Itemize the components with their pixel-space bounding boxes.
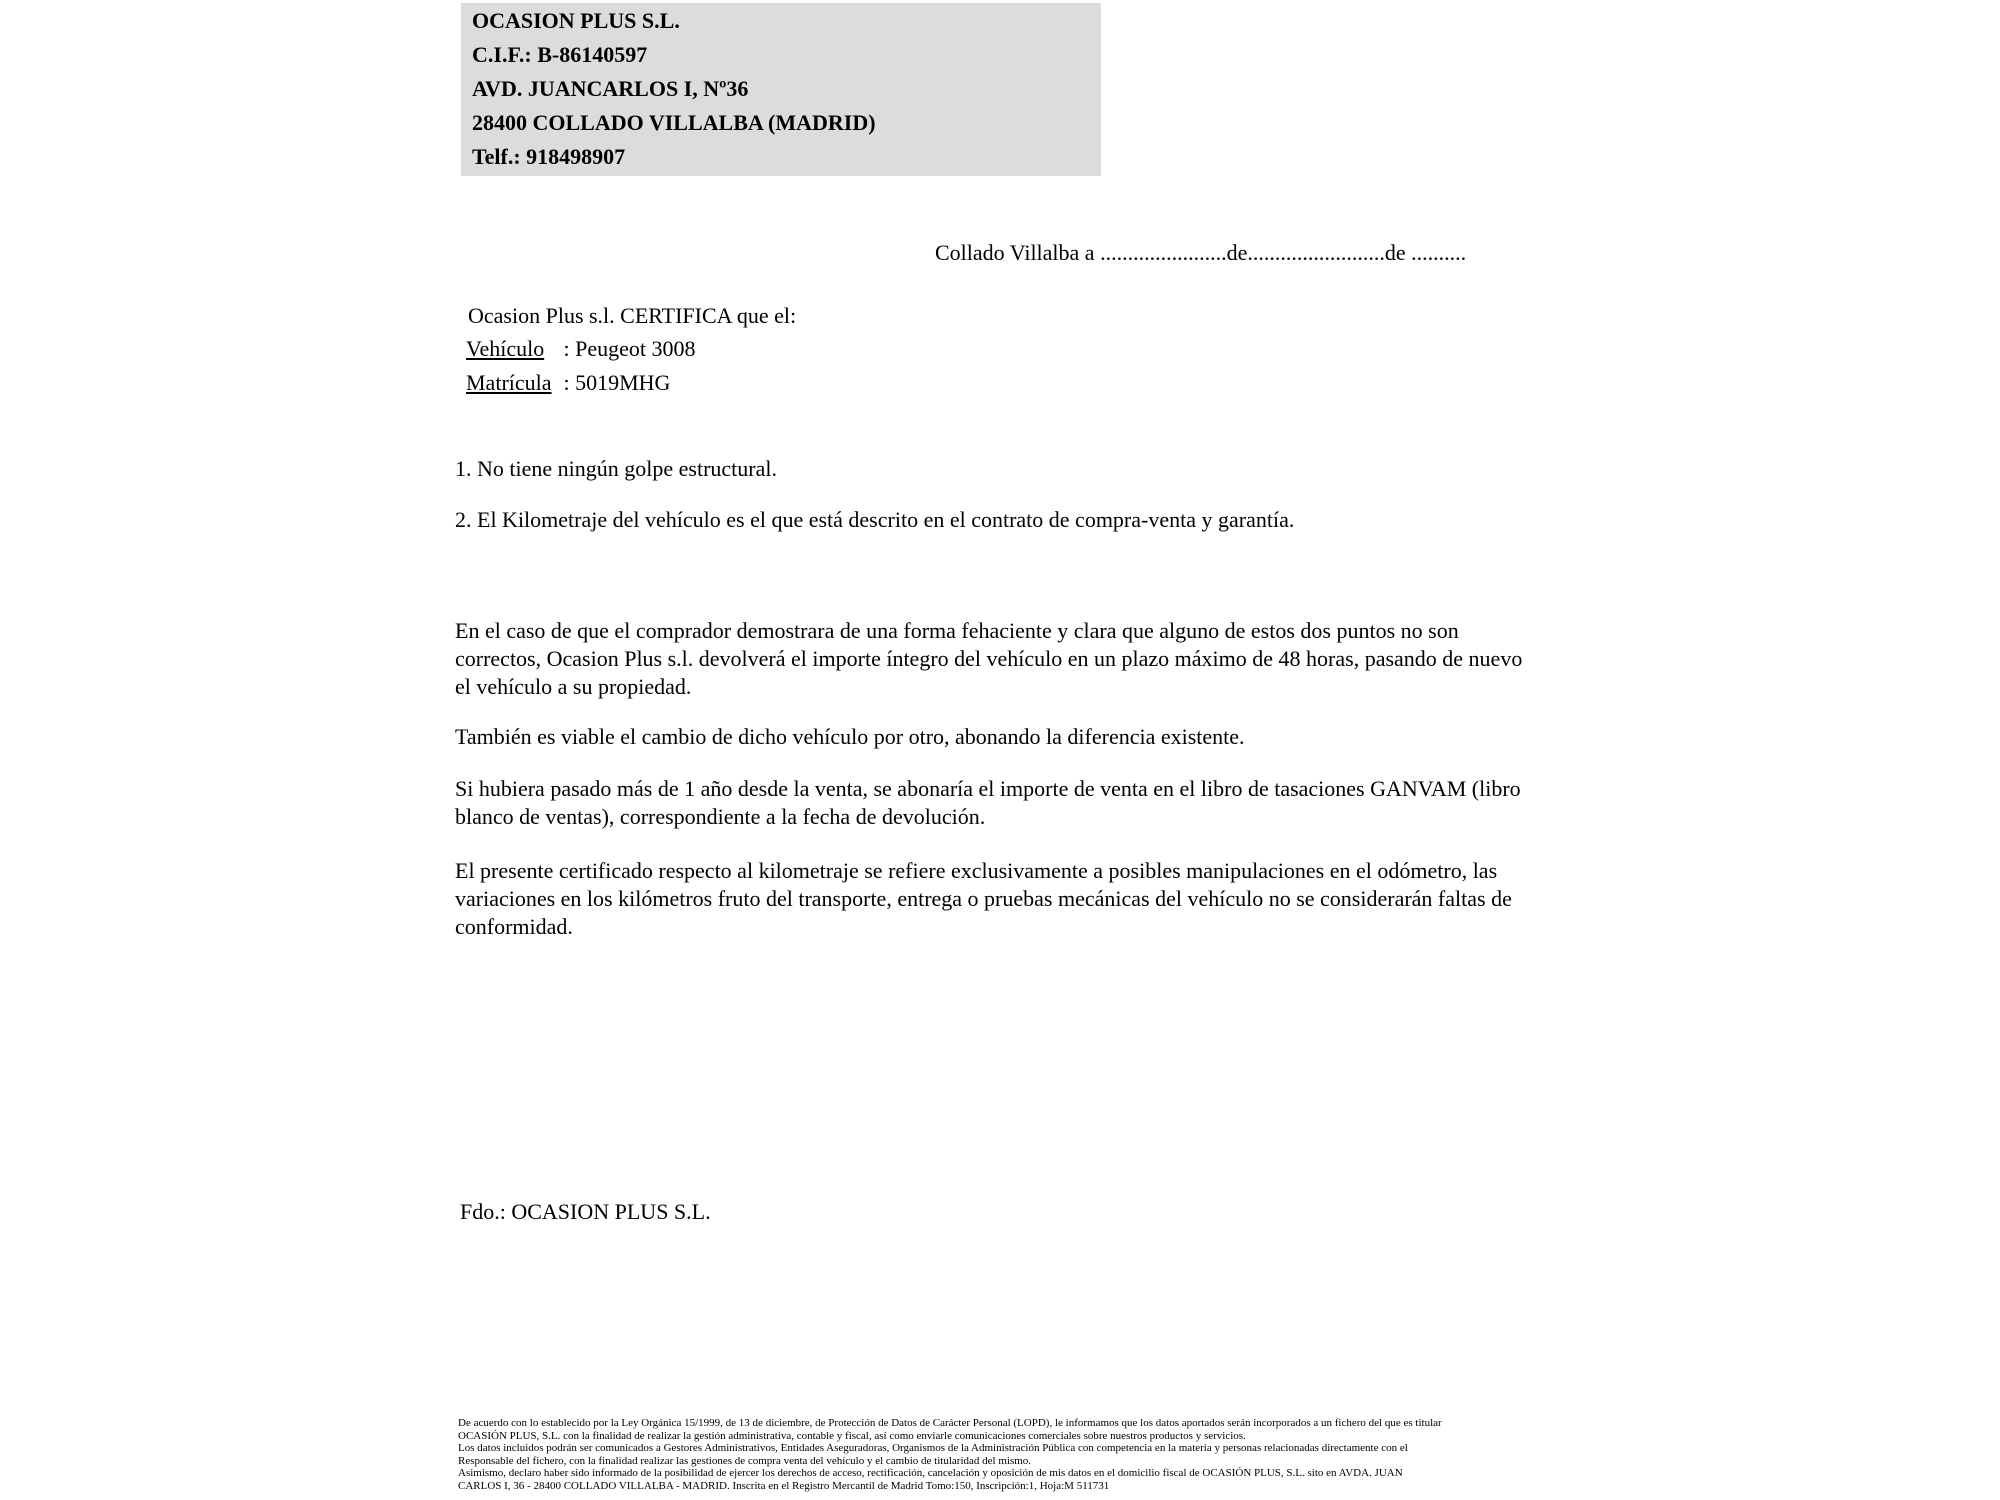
certified-point-1: 1. No tiene ningún golpe estructural. <box>455 456 777 481</box>
plate-value: : 5019MHG <box>563 370 671 395</box>
legal-line-5: Asimismo, declaro haber sido informado de la posibilidad de ejercer los derechos de acceso, rectificación, cancelación y oposición de mis datos en el domicilio fiscal de OCASIÓN PLUS, S.L. sito en AVDA. JUAN <box>458 1467 1403 1480</box>
company-phone: Telf.: 918498907 <box>472 144 626 169</box>
legal-line-1: De acuerdo con lo establecido por la Ley Orgánica 15/1999, de 13 de diciembre, de Protección de Datos de Carácter Personal (LOPD), le informamos que los datos aportados serán incorporados a un fichero del que es titular <box>458 1417 1442 1429</box>
signature-line: Fdo.: OCASION PLUS S.L. <box>460 1199 711 1224</box>
company-header-box <box>461 3 1101 176</box>
paragraph-refund-clause: En el caso de que el comprador demostrara de una forma fehaciente y clara que alguno de estos dos puntos no son correctos, Ocasion Plus s.l. devolverá el importe íntegro del vehículo en un plazo máximo de 48 horas, pasando de nuevo el vehículo a su propiedad. <box>455 618 1523 699</box>
certify-intro: Ocasion Plus s.l. CERTIFICA que el: <box>468 303 797 328</box>
plate-field-row <box>466 370 670 396</box>
paragraph-ganvam-clause: Si hubiera pasado más de 1 año desde la venta, se abonaría el importe de venta en el libro de tasaciones GANVAM (libro blanco de ventas), correspondiente a la fecha de devolución. <box>455 776 1521 829</box>
date-fill-in-line: Collado Villalba a .......................de.........................de .......... <box>935 240 1467 265</box>
legal-line-6: CARLOS I, 36 - 28400 COLLADO VILLALBA - MADRID. Inscrita en el Registro Mercantil de Madrid Tomo:150, Inscripción:1, Hoja:M 511731 <box>458 1479 1110 1492</box>
vehicle-field-row <box>466 336 696 362</box>
legal-footer <box>458 1417 1550 1493</box>
company-address: AVD. JUANCARLOS I, Nº36 <box>472 76 749 101</box>
certified-point-2: 2. El Kilometraje del vehículo es el que está descrito en el contrato de compra-venta y garantía. <box>455 507 1295 532</box>
paragraph-exchange-clause: También es viable el cambio de dicho vehículo por otro, abonando la diferencia existente. <box>455 724 1245 749</box>
company-cif: C.I.F.: B-86140597 <box>472 42 648 67</box>
legal-line-3: Los datos incluidos podrán ser comunicados a Gestores Administrativos, Entidades Aseguradoras, Organismos de la Administración Pública con competencia en la materia y personas relacionadas directamente con el <box>458 1442 1408 1455</box>
vehicle-value: : Peugeot 3008 <box>563 336 696 361</box>
company-city: 28400 COLLADO VILLALBA (MADRID) <box>472 110 876 135</box>
legal-line-4: Responsable del fichero, con la finalidad realizar las gestiones de compra venta del vehículo y el cambio de titularidad del mismo. <box>458 1454 1032 1467</box>
paragraph-odometer-clause: El presente certificado respecto al kilometraje se refiere exclusivamente a posibles manipulaciones en el odómetro, las variaciones en los kilómetros fruto del transporte, entrega o pruebas mecánicas del vehículo no se considerarán faltas de conformidad. <box>455 858 1512 939</box>
legal-line-2: OCASIÓN PLUS, S.L. con la finalidad de realizar la gestión administrativa, contable y fiscal, así como enviarle comunicaciones comerciales sobre nuestros productos y servicios. <box>458 1429 1246 1442</box>
plate-label: Matrícula <box>466 370 552 395</box>
certificate-page <box>455 0 1550 1500</box>
vehicle-label: Vehículo <box>466 336 545 361</box>
company-name: OCASION PLUS S.L. <box>472 8 680 33</box>
